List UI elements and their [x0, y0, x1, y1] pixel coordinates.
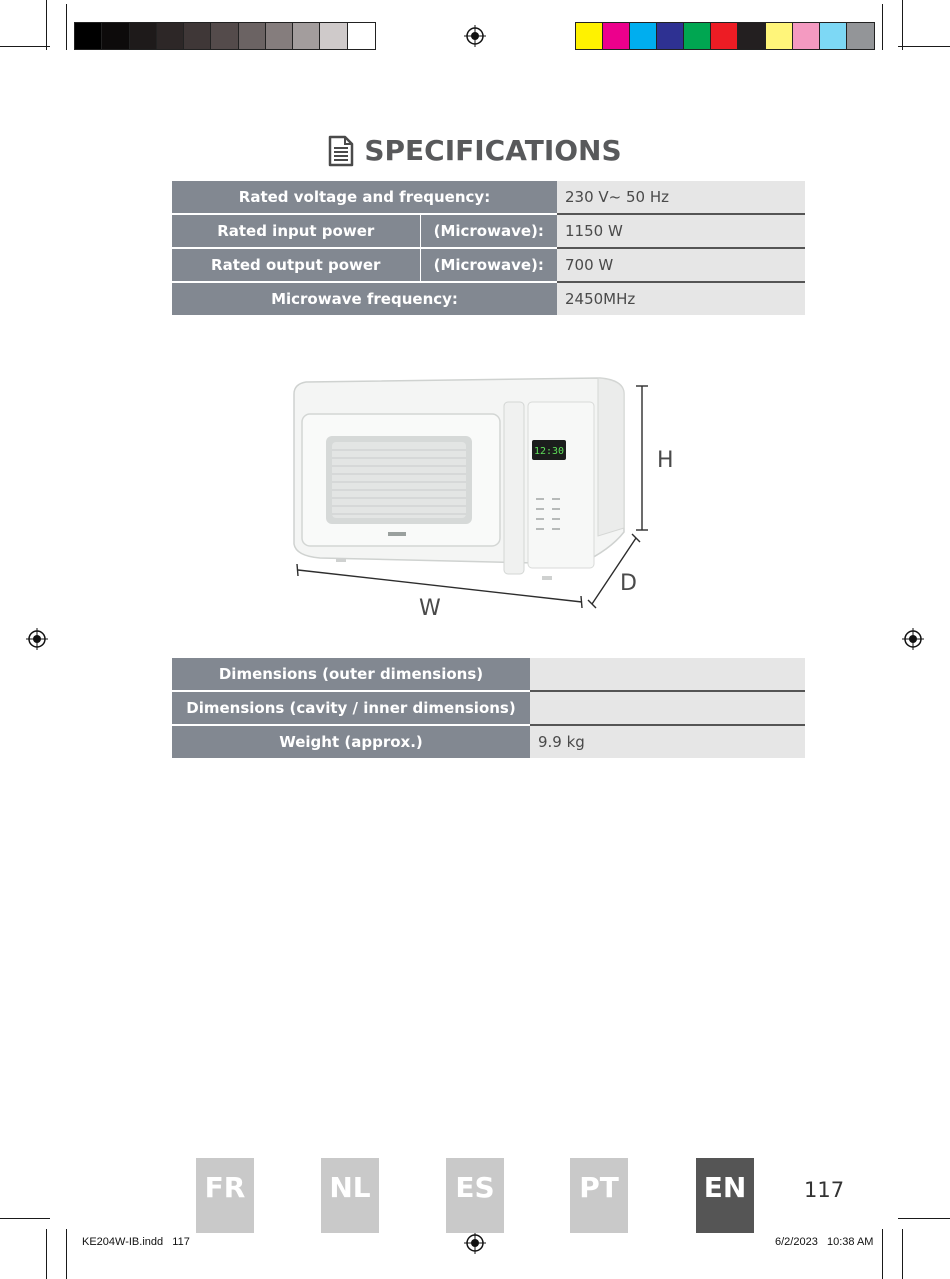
color-swatch: [102, 23, 129, 49]
depth-label: D: [620, 571, 637, 596]
table-row: [172, 248, 805, 282]
slug-file: KE204W-IB.indd 117: [82, 1236, 190, 1248]
spec-label: Rated input power: [172, 214, 420, 248]
width-label: W: [419, 596, 441, 621]
spec-value: 230 V~ 50 Hz: [557, 181, 805, 214]
spec-value: 1150 W: [557, 214, 805, 248]
spec-label: Rated output power: [172, 248, 420, 282]
page-heading: [0, 134, 950, 171]
spec-value: 700 W: [557, 248, 805, 282]
language-tab-es[interactable]: ES: [446, 1158, 504, 1233]
color-swatch: [130, 23, 157, 49]
dimension-value: [530, 658, 805, 691]
display-readout: 12:30: [533, 446, 565, 457]
color-swatch: [75, 23, 102, 49]
spec-value: 2450MHz: [557, 282, 805, 315]
height-label: H: [657, 448, 674, 473]
slug-date: 6/2/2023 10:38 AM: [775, 1236, 874, 1248]
color-swatch: [684, 23, 711, 49]
color-swatch: [793, 23, 820, 49]
table-row: [172, 658, 805, 691]
color-swatch: [657, 23, 684, 49]
color-swatch: [847, 23, 874, 49]
table-row: [172, 214, 805, 248]
registration-target-icon: [26, 628, 48, 650]
color-swatch: [266, 23, 293, 49]
color-swatch: [766, 23, 793, 49]
table-row: [172, 181, 805, 214]
document-icon: [328, 135, 354, 167]
color-swatch: [738, 23, 765, 49]
registration-target-icon: [464, 25, 486, 47]
registration-target-icon: [464, 1232, 486, 1254]
language-tab-nl[interactable]: NL: [321, 1158, 379, 1233]
grey-calibration-bar: [74, 22, 376, 50]
dimension-value: [530, 691, 805, 725]
color-swatch: [211, 23, 238, 49]
dimensions-table: [172, 658, 805, 758]
color-swatch: [711, 23, 738, 49]
language-tab-fr[interactable]: FR: [196, 1158, 254, 1233]
color-swatch: [239, 23, 266, 49]
language-tab-pt[interactable]: PT: [570, 1158, 628, 1233]
color-swatch: [184, 23, 211, 49]
color-swatch: [293, 23, 320, 49]
table-row: [172, 725, 805, 758]
color-swatch: [348, 23, 375, 49]
specifications-table: [172, 181, 805, 315]
color-swatch: [820, 23, 847, 49]
color-swatch: [603, 23, 630, 49]
spec-qualifier: (Microwave):: [420, 248, 557, 282]
page-number: 117: [804, 1178, 845, 1202]
language-tab-en[interactable]: EN: [696, 1158, 754, 1233]
registration-target-icon: [902, 628, 924, 650]
spec-label: Rated voltage and frequency:: [172, 181, 557, 214]
dimension-label: Dimensions (outer dimensions): [172, 658, 530, 691]
color-calibration-bar: [575, 22, 875, 50]
color-swatch: [157, 23, 184, 49]
dimension-value: 9.9 kg: [530, 725, 805, 758]
color-swatch: [320, 23, 347, 49]
spec-label: Microwave frequency:: [172, 282, 557, 315]
dimension-label: Weight (approx.): [172, 725, 530, 758]
color-swatch: [630, 23, 657, 49]
table-row: [172, 282, 805, 315]
table-row: [172, 691, 805, 725]
color-swatch: [576, 23, 603, 49]
dimension-label: Dimensions (cavity / inner dimensions): [172, 691, 530, 725]
spec-qualifier: (Microwave):: [420, 214, 557, 248]
page-title: SPECIFICATIONS: [364, 134, 622, 167]
